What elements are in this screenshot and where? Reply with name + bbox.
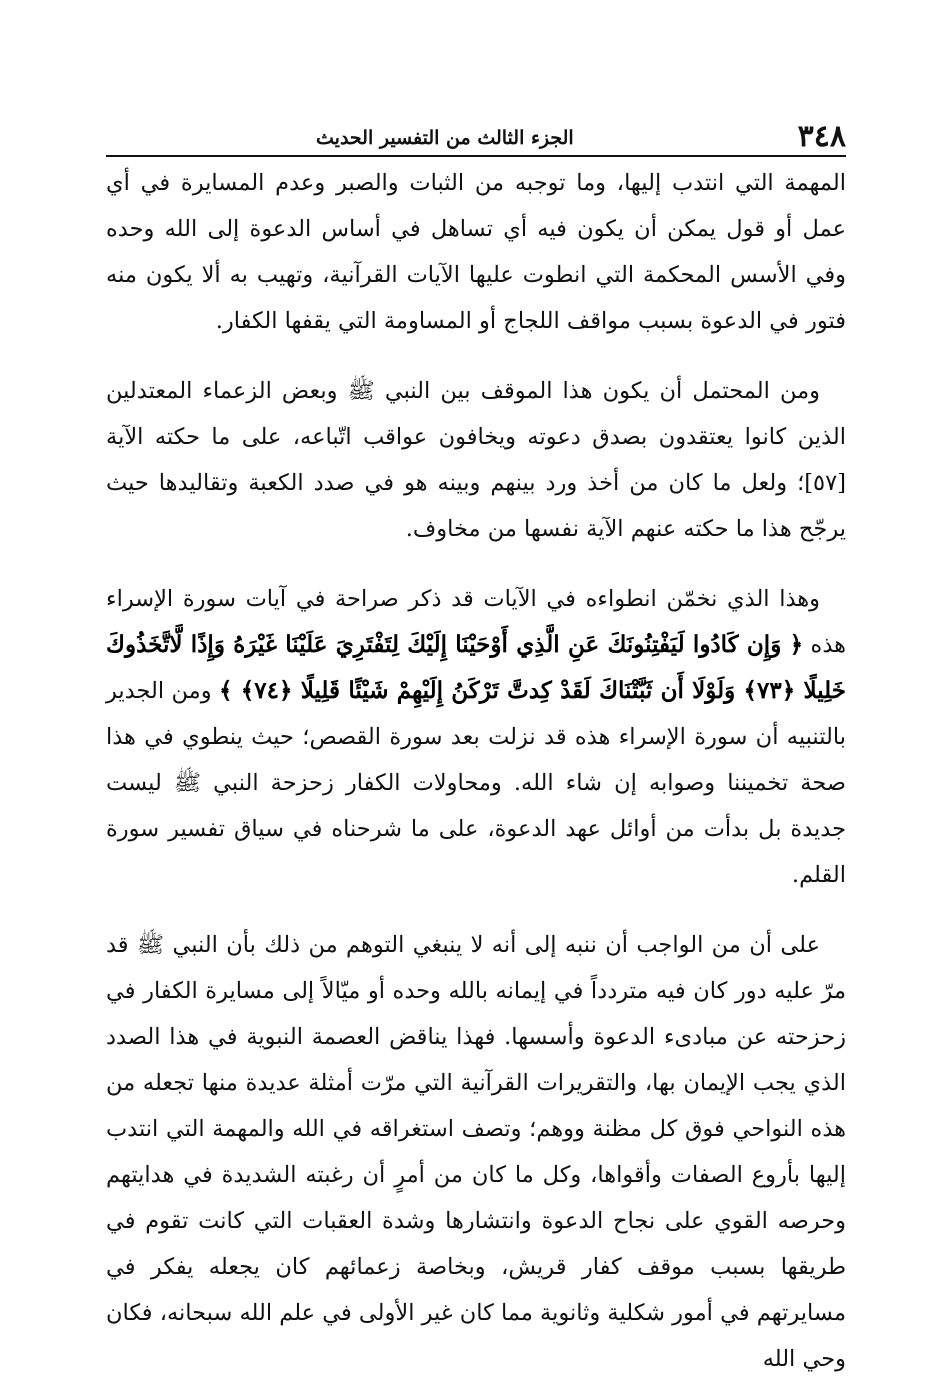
paragraph-2: ومن المحتمل أن يكون هذا الموقف بين النبي ﷺ وبعض الزعماء المعتدلين الذين كانوا يعتقدون بصدق دعوته ويخافون عواقب اتّباعه، على ما حكته الآية [٥٧]؛ ولعل ما كان من أخذ ورد بينهم وبينه هو في صدد الكعبة وتقاليدها حيث يرجّح هذا ما حكته عنهم الآية نفسها من مخاوف. xyxy=(106,378,846,542)
page-number: ٣٤٨ xyxy=(797,119,846,154)
quran-verse: ﴿ وَإِن كَادُوا لَيَفْتِنُونَكَ عَنِ الَّذِي أَوْحَيْنَا إِلَيْكَ لِتَفْتَرِيَ عَلَيْنَا غَيْرَهُ وَإِذًا لَّاتَّخَذُوكَ خَلِيلًا ﴿٧٣﴾ وَلَوْلَا أَن ثَبَّتْنَاكَ لَقَدْ كِدتَّ تَرْكَنُ إِلَيْهِمْ شَيْئًا قَلِيلًا ﴿٧٤﴾ ﴾ xyxy=(106,631,846,704)
paragraph-gap xyxy=(106,344,846,368)
paragraph-gap xyxy=(106,552,846,576)
paragraph-gap xyxy=(106,898,846,922)
paragraph-3 xyxy=(106,576,846,898)
page-header xyxy=(106,112,846,154)
paragraph-1: المهمة التي انتدب إليها، وما توجبه من الثبات والصبر وعدم المسايرة في أي عمل أو قول يمكن أن يكون فيه أي تساهل في أساس الدعوة إلى الله وحده وفي الأسس المحكمة التي انطوت عليها الآيات القرآنية، وتهيب به ألا يكون منه فتور في الدعوة بسبب مواقف اللجاج أو المساومة التي يقفها الكفار. xyxy=(106,170,846,334)
header-rule xyxy=(106,155,846,157)
paragraph-4: على أن من الواجب أن ننبه إلى أنه لا ينبغي التوهم من ذلك بأن النبي ﷺ قد مرّ عليه دور كان فيه متردداً في إيمانه بالله وحده أو ميّالاً إلى مسايرة الكفار في زحزحته عن مبادىء الدعوة وأسسها. فهذا يناقض العصمة النبوية في هذا الصدد الذي يجب الإيمان بها، والتقريرات القرآنية التي مرّت أمثلة عديدة منها تجعله من هذه النواحي فوق كل مظنة ووهم؛ وتصف استغراقه في الله والمهمة التي انتدب إليها بأروع الصفات وأقواها، وكل ما كان من أمرٍ أن رغبته الشديدة في هدايتهم وحرصه القوي على نجاح الدعوة وانتشارها وشدة العقبات التي كانت تقوم في طريقها بسبب موقف كفار قريش، وبخاصة زعمائهم كان يجعله يفكر في مسايرتهم في أمور شكلية وثانوية مما كان غير الأولى في علم الله سبحانه، فكان وحي الله xyxy=(106,932,846,1372)
body-text xyxy=(106,160,846,1382)
paragraph-3-intro: وهذا الذي نخمّن انطواءه في الآيات قد ذكر صراحة في آيات سورة الإسراء هذه xyxy=(106,586,847,658)
paragraph-3-rest: ومن الجدير بالتنبيه أن سورة الإسراء هذه قد نزلت بعد سورة القصص؛ حيث ينطوي في هذا صحة تخميننا وصوابه إن شاء الله. ومحاولات الكفار زحزحة النبي ﷺ ليست جديدة بل بدأت من أوائل عهد الدعوة، على ما شرحناه في سياق تفسير سورة القلم. xyxy=(106,678,846,888)
running-title: الجزء الثالث من التفسير الحديث xyxy=(316,127,574,149)
